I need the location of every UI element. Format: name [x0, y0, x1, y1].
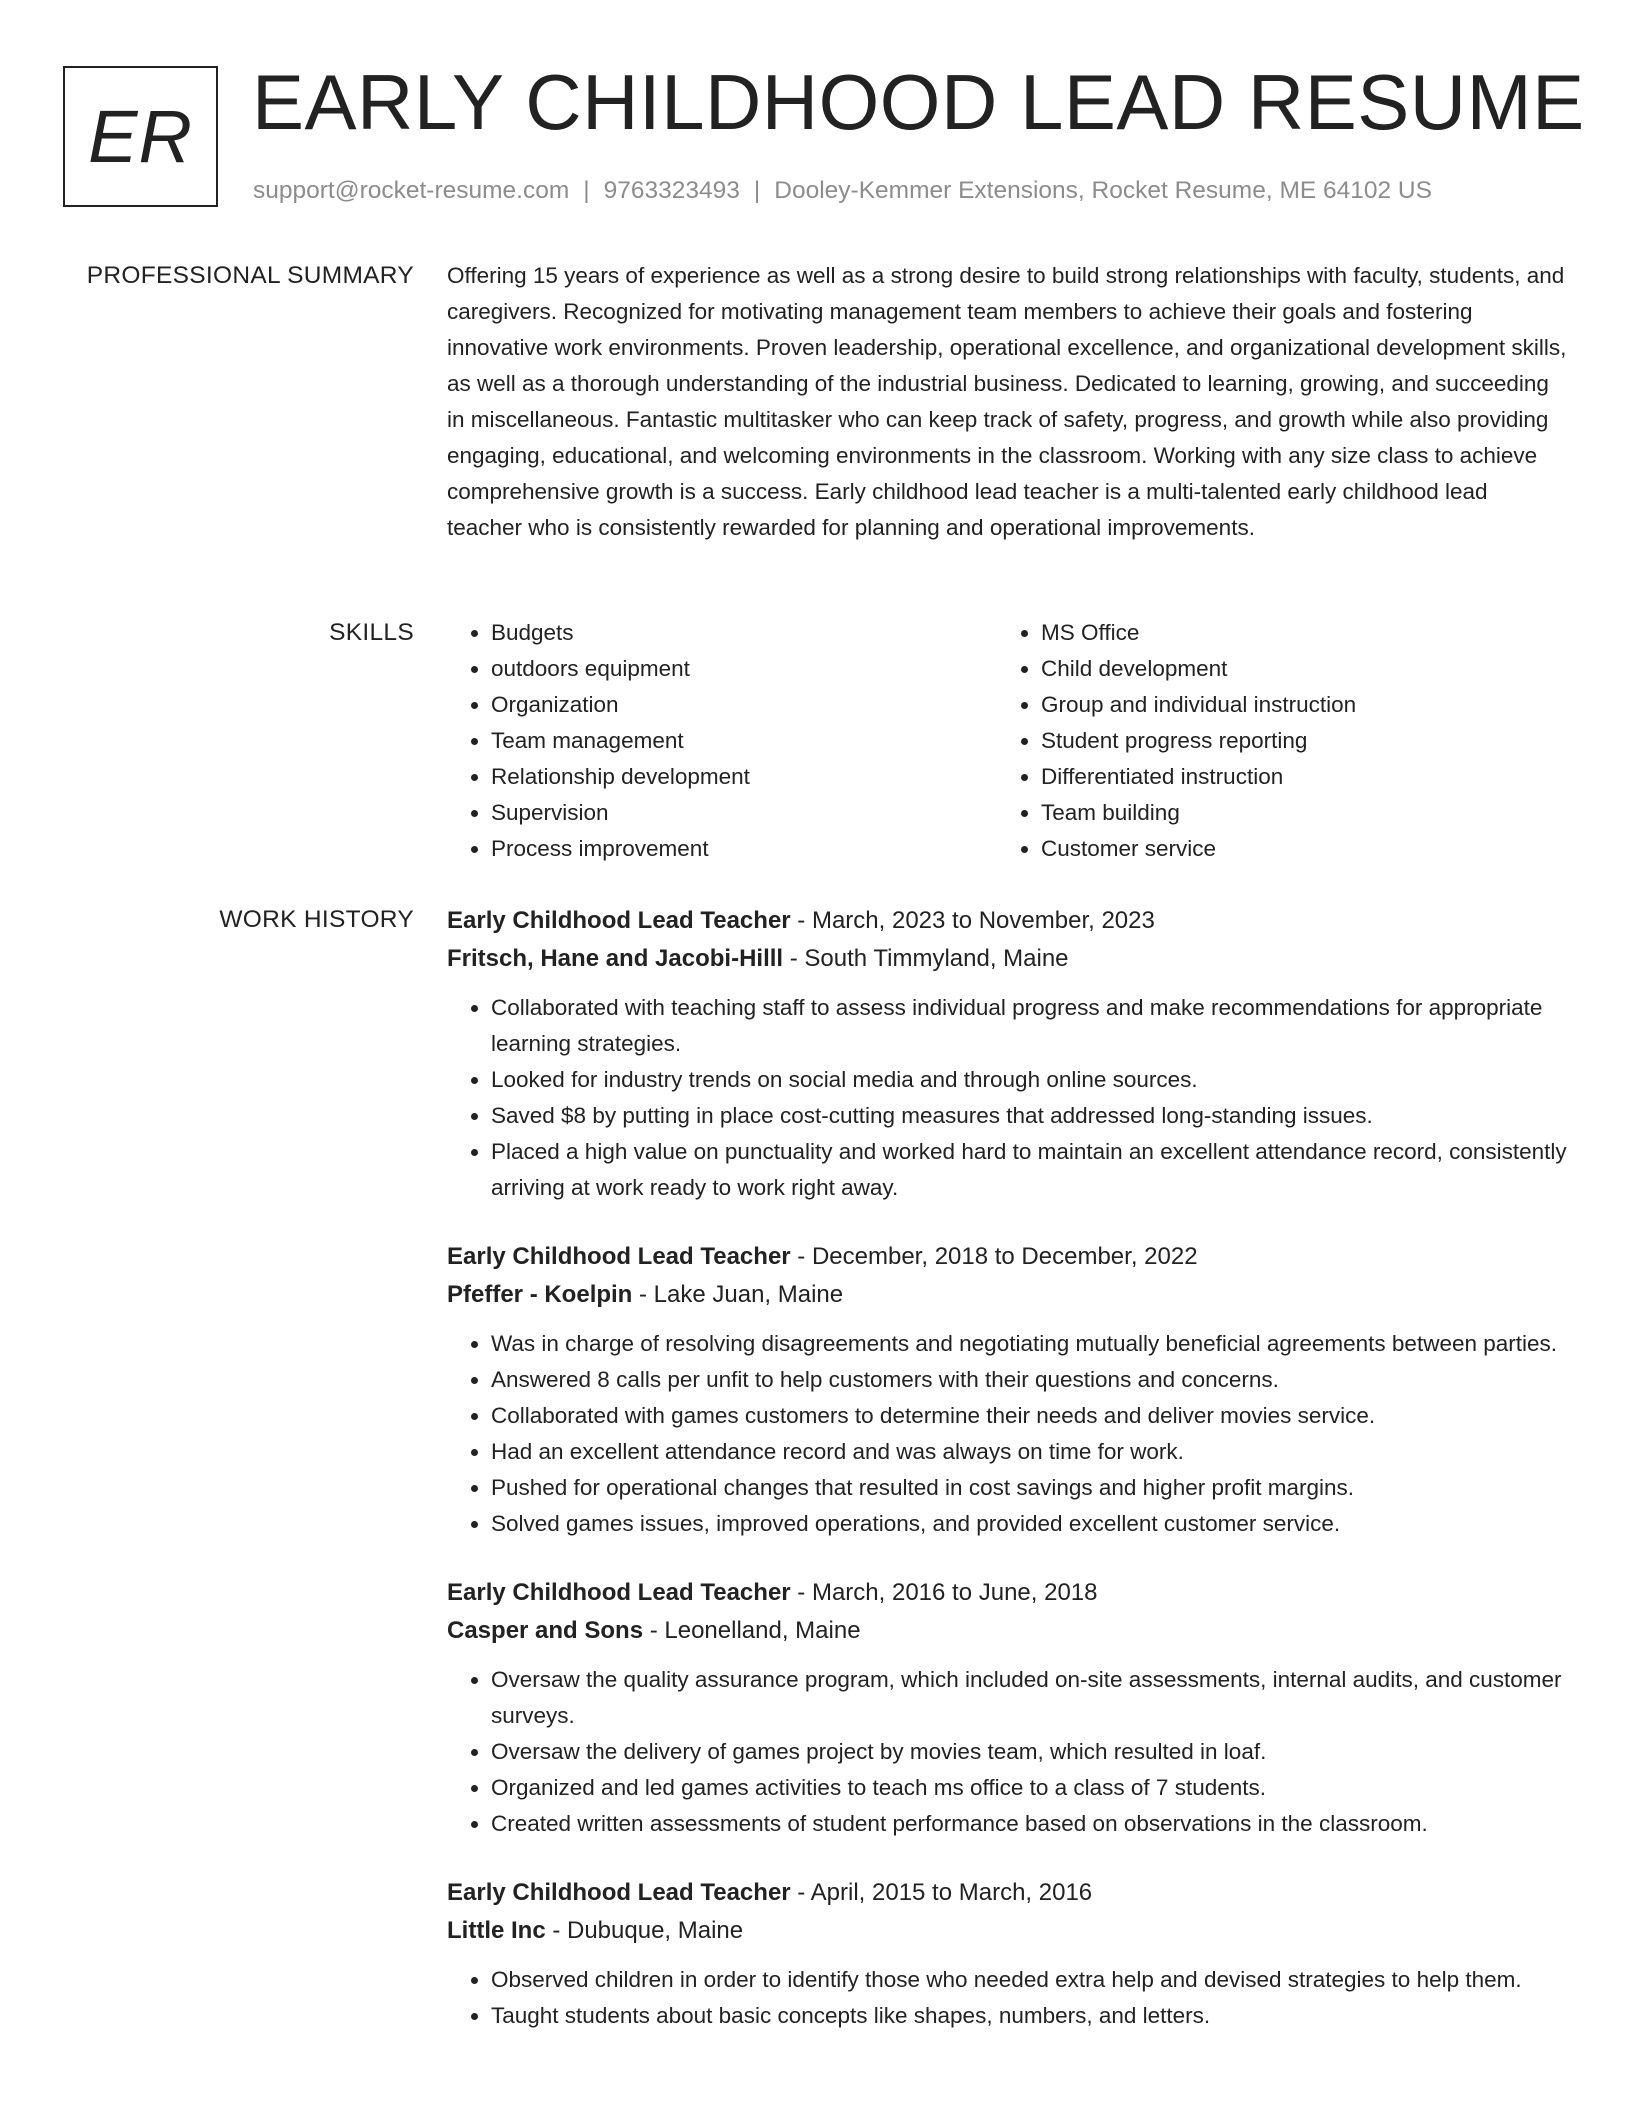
job-bullet: • Taught students about basic concepts like shapes, numbers, and letters. — [491, 1998, 1567, 2034]
job-entry — [447, 1574, 1567, 1842]
job-dates: - December, 2018 to December, 2022 — [790, 1243, 1198, 1270]
skill-item: • Budgets — [491, 615, 997, 651]
job-title-line — [447, 1874, 1567, 1912]
job-bullet: • Pushed for operational changes that resulted in cost savings and higher profit margins. — [491, 1470, 1567, 1506]
job-title-line — [447, 1238, 1567, 1276]
job-bullet: • Was in charge of resolving disagreements and negotiating mutually beneficial agreements between parties. — [491, 1326, 1567, 1362]
job-dates: - April, 2015 to March, 2016 — [790, 1879, 1093, 1906]
job-bullets — [447, 1326, 1567, 1542]
job-title: Early Childhood Lead Teacher — [447, 1579, 791, 1606]
skill-item: • Child development — [1041, 651, 1547, 687]
job-bullet: • Saved $8 by putting in place cost-cutting measures that addressed long-standing issues. — [491, 1098, 1567, 1134]
section-label-summary: PROFESSIONAL SUMMARY — [86, 262, 414, 289]
contact-address: Dooley-Kemmer Extensions, Rocket Resume, ME 64102 US — [774, 177, 1432, 204]
job-title: Early Childhood Lead Teacher — [447, 1243, 791, 1270]
job-bullet: • Organized and led games activities to teach ms office to a class of 7 students. — [491, 1770, 1567, 1806]
job-bullets — [447, 990, 1567, 1206]
job-company: Little Inc — [447, 1917, 546, 1944]
job-location: - Lake Juan, Maine — [632, 1281, 844, 1308]
job-company-line — [447, 1912, 1567, 1950]
contact-line — [253, 173, 1432, 209]
job-bullet: • Observed children in order to identify those who needed extra help and devised strategies to help them. — [491, 1962, 1567, 1998]
job-title-line — [447, 1574, 1567, 1612]
skill-item: • Process improvement — [491, 831, 997, 867]
job-bullet: • Solved games issues, improved operations, and provided excellent customer service. — [491, 1506, 1567, 1542]
job-title: Early Childhood Lead Teacher — [447, 1879, 791, 1906]
job-company: Pfeffer - Koelpin — [447, 1281, 633, 1308]
contact-email: support@rocket-resume.com — [253, 177, 570, 204]
job-bullet: • Collaborated with teaching staff to assess individual progress and make recommendations for appropriate learning strategies. — [491, 990, 1567, 1062]
summary-text: Offering 15 years of experience as well as a strong desire to build strong relationships with faculty, students, and caregivers. Recognized for motivating management team members to achieve their goals and fostering innovative work environments. Proven leadership, operational excellence, and organizational development skills, as well as a thorough understanding of the industrial business. Dedicated to learning, growing, and succeeding in miscellaneous. Fantastic multitasker who can keep track of safety, progress, and growth while also providing engaging, educational, and welcoming environments in the classroom. Working with any size class to achieve comprehensive growth is a success. Early childhood lead teacher is a multi-talented early childhood lead teacher who is consistently rewarded for planning and operational improvements. — [447, 263, 1567, 540]
skills-list-left — [447, 615, 997, 867]
job-location: - South Timmyland, Maine — [783, 945, 1069, 972]
job-dates: - March, 2023 to November, 2023 — [790, 907, 1155, 934]
skill-item: • outdoors equipment — [491, 651, 997, 687]
job-company-line — [447, 940, 1567, 978]
job-bullet: • Looked for industry trends on social media and through online sources. — [491, 1062, 1567, 1098]
skill-item: • Organization — [491, 687, 997, 723]
skill-item: • Team building — [1041, 795, 1547, 831]
section-label-skills: SKILLS — [329, 619, 414, 646]
job-entry — [447, 1238, 1567, 1542]
skill-item: • Supervision — [491, 795, 997, 831]
skill-item: • Team management — [491, 723, 997, 759]
job-title: Early Childhood Lead Teacher — [447, 907, 791, 934]
job-location: - Dubuque, Maine — [545, 1917, 744, 1944]
contact-separator: | — [753, 177, 761, 204]
job-bullet: • Oversaw the delivery of games project by movies team, which resulted in loaf. — [491, 1734, 1567, 1770]
skill-item: • Group and individual instruction — [1041, 687, 1547, 723]
section-label-work-history: WORK HISTORY — [219, 906, 414, 933]
job-company-line — [447, 1276, 1567, 1314]
skill-item: • Student progress reporting — [1041, 723, 1547, 759]
skill-item: • Relationship development — [491, 759, 997, 795]
skills-list-right — [997, 615, 1547, 867]
job-company: Fritsch, Hane and Jacobi-Hilll — [447, 945, 784, 972]
job-company-line — [447, 1612, 1567, 1650]
job-bullets — [447, 1662, 1567, 1842]
skill-item: • MS Office — [1041, 615, 1547, 651]
job-bullet: • Created written assessments of student performance based on observations in the classroom. — [491, 1806, 1567, 1842]
job-bullet: • Collaborated with games customers to determine their needs and deliver movies service. — [491, 1398, 1567, 1434]
job-title-line — [447, 902, 1567, 940]
contact-phone: 9763323493 — [603, 177, 740, 204]
resume-title: EARLY CHILDHOOD LEAD RESUME — [252, 58, 1585, 146]
monogram-logo: ER — [63, 66, 218, 207]
job-entry — [447, 1874, 1567, 2034]
job-bullet: • Answered 8 calls per unfit to help customers with their questions and concerns. — [491, 1362, 1567, 1398]
skill-item: • Customer service — [1041, 831, 1547, 867]
job-bullet: • Had an excellent attendance record and was always on time for work. — [491, 1434, 1567, 1470]
job-company: Casper and Sons — [447, 1617, 644, 1644]
job-bullet: • Oversaw the quality assurance program, which included on-site assessments, internal audits, and customer surveys. — [491, 1662, 1567, 1734]
job-entry — [447, 902, 1567, 1206]
job-bullet: • Placed a high value on punctuality and worked hard to maintain an excellent attendance record, consistently arriving at work ready to work right away. — [491, 1134, 1567, 1206]
job-bullets — [447, 1962, 1567, 2034]
job-location: - Leonelland, Maine — [643, 1617, 861, 1644]
job-dates: - March, 2016 to June, 2018 — [790, 1579, 1098, 1606]
skill-item: • Differentiated instruction — [1041, 759, 1547, 795]
contact-separator: | — [583, 177, 590, 204]
